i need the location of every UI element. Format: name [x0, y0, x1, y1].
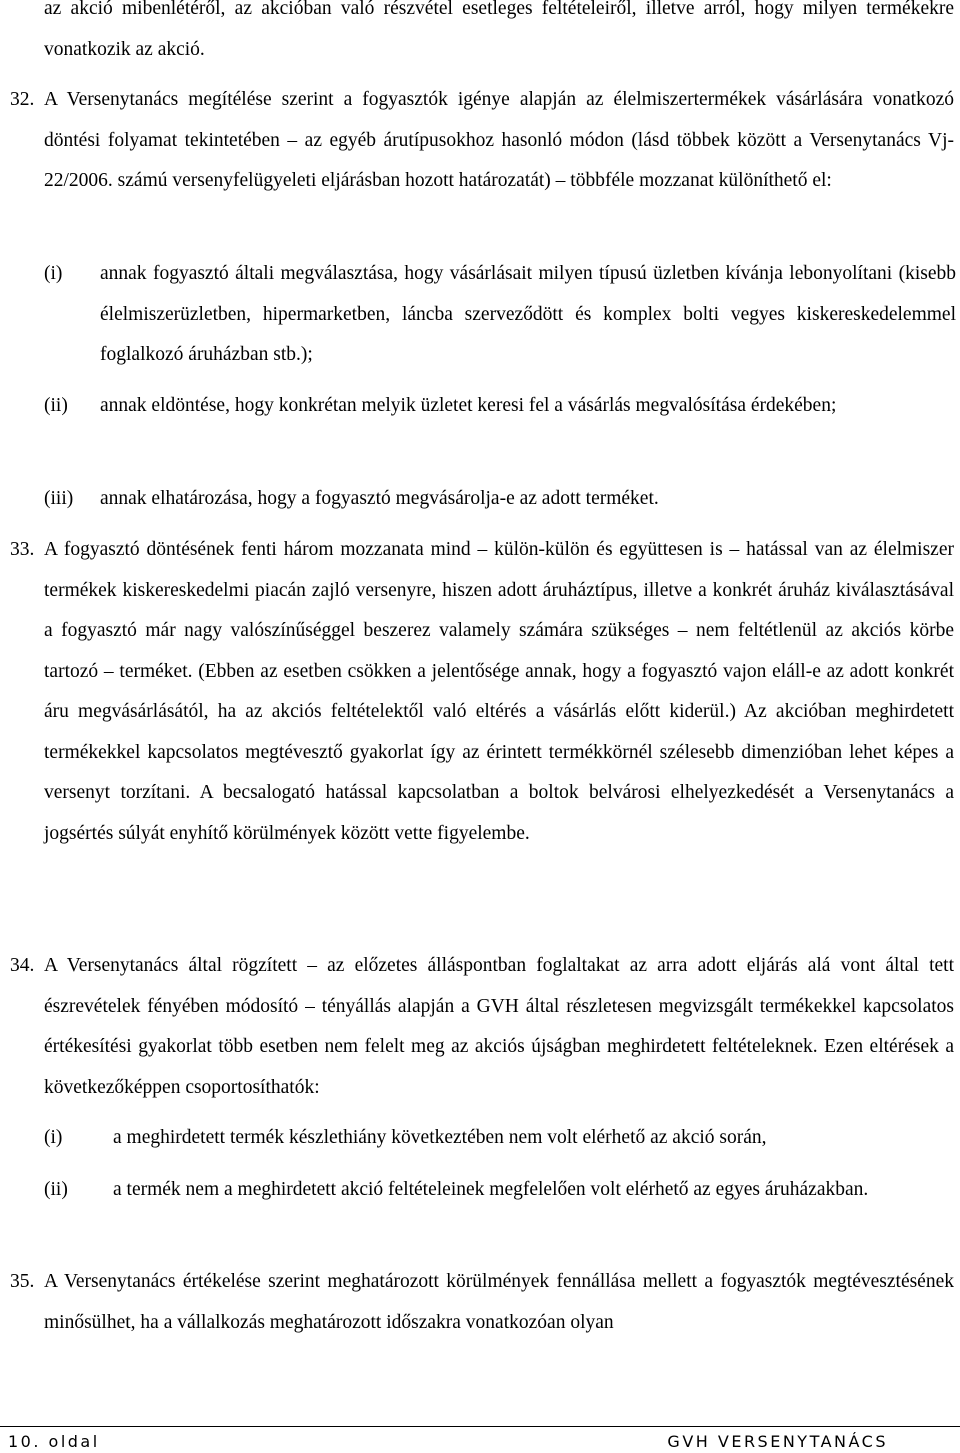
p34-item-1: a meghirdetett termék készlethiány következtében nem volt elérhető az akció során, [113, 1127, 767, 1148]
p32-item-2-number: (ii) [44, 395, 68, 416]
p32-item-1: annak fogyasztó általi megválasztása, hogy vásárlásait milyen típusú üzletben kívánja lebonyolítani (kisebb élelmiszerüzletben, hipermarketben, láncba szerveződött és komplex bolti vegyes kiskereskedelemmel foglalkozó áruházban stb.); [100, 263, 956, 365]
p32-item-3-number: (iii) [44, 488, 74, 509]
paragraph-35: A Versenytanács értékelése szerint meghatározott körülmények fennállása mellett a fogyasztók megtévesztésének minősülhet, ha a vállalkozás meghatározott időszakra vonatkozóan olyan [44, 1271, 954, 1333]
paragraph-32-number: 32. [10, 89, 35, 110]
intro-paragraph: az akció mibenlétéről, az akcióban való részvétel esetleges feltételeiről, illetve arról, hogy milyen termékekre vonatkozik az akció. [44, 0, 954, 60]
paragraph-35-number: 35. [10, 1271, 35, 1292]
p34-item-1-number: (i) [44, 1127, 63, 1148]
p32-item-1-number: (i) [44, 263, 63, 284]
paragraph-33: A fogyasztó döntésének fenti három mozzanata mind – külön-külön és együttesen is – hatással van az élelmiszer termékek kiskereskedelmi piacán zajló versenyre, hiszen adott áruháztípus, illetve a konkrét áruház kiválasztásával a fogyasztó már nagy valószínűséggel beszerez valamely számára szükséges – nem feltétlenül az akciós körbe tartozó – terméket. (Ebben az esetben csökken a jelentősége annak, hogy a fogyasztó vajon eláll-e az adott konkrét áru megvásárlásától, ha az akciós feltételektől való eltérés a vásárlás előtt kiderül.) Az akcióban meghirdetett termékekkel kapcsolatos megtévesztő gyakorlat így az érintett termékkörnél szélesebb dimenzióban lehet képes a versenyt torzítani. A becsalogató hatással kapcsolatban a boltok belvárosi elhelyezkedését a Versenytanács a jogsértés súlyát enyhítő körülmények között vette figyelembe. [44, 539, 954, 844]
paragraph-34-number: 34. [10, 955, 35, 976]
paragraph-33-number: 33. [10, 539, 35, 560]
paragraph-32: A Versenytanács megítélése szerint a fogyasztók igénye alapján az élelmiszertermékek vásárlására vonatkozó döntési folyamat tekintetében – az egyéb árutípusokhoz hasonló módon (lásd többek között a Versenytanács Vj-22/2006. számú versenyfelügyeleti eljárásban hozott határozatát) – többféle mozzanat különíthető el: [44, 89, 954, 191]
p32-item-3: annak elhatározása, hogy a fogyasztó megvásárolja-e az adott terméket. [100, 488, 659, 509]
footer-organization: GVH VERSENYTANÁCS [667, 1432, 888, 1451]
p34-item-2: a termék nem a meghirdetett akció feltételeinek megfelelően volt elérhető az egyes áruházakban. [113, 1179, 869, 1200]
p34-item-2-number: (ii) [44, 1179, 68, 1200]
footer-rule [0, 1426, 960, 1427]
p32-item-2: annak eldöntése, hogy konkrétan melyik üzletet keresi fel a vásárlás megvalósítása érdekében; [100, 395, 837, 416]
footer-page-number: 10. oldal [8, 1432, 100, 1451]
paragraph-34: A Versenytanács által rögzített – az előzetes álláspontban foglaltakat az arra adott eljárás alá vont által tett észrevételek fényében módosító – tényállás alapján a GVH által részletesen megvizsgált termékekkel kapcsolatos értékesítési gyakorlat több esetben nem felelt meg az akciós újságban meghirdetett feltételeknek. Ezen eltérések a következőképpen csoportosíthatók: [44, 955, 954, 1098]
